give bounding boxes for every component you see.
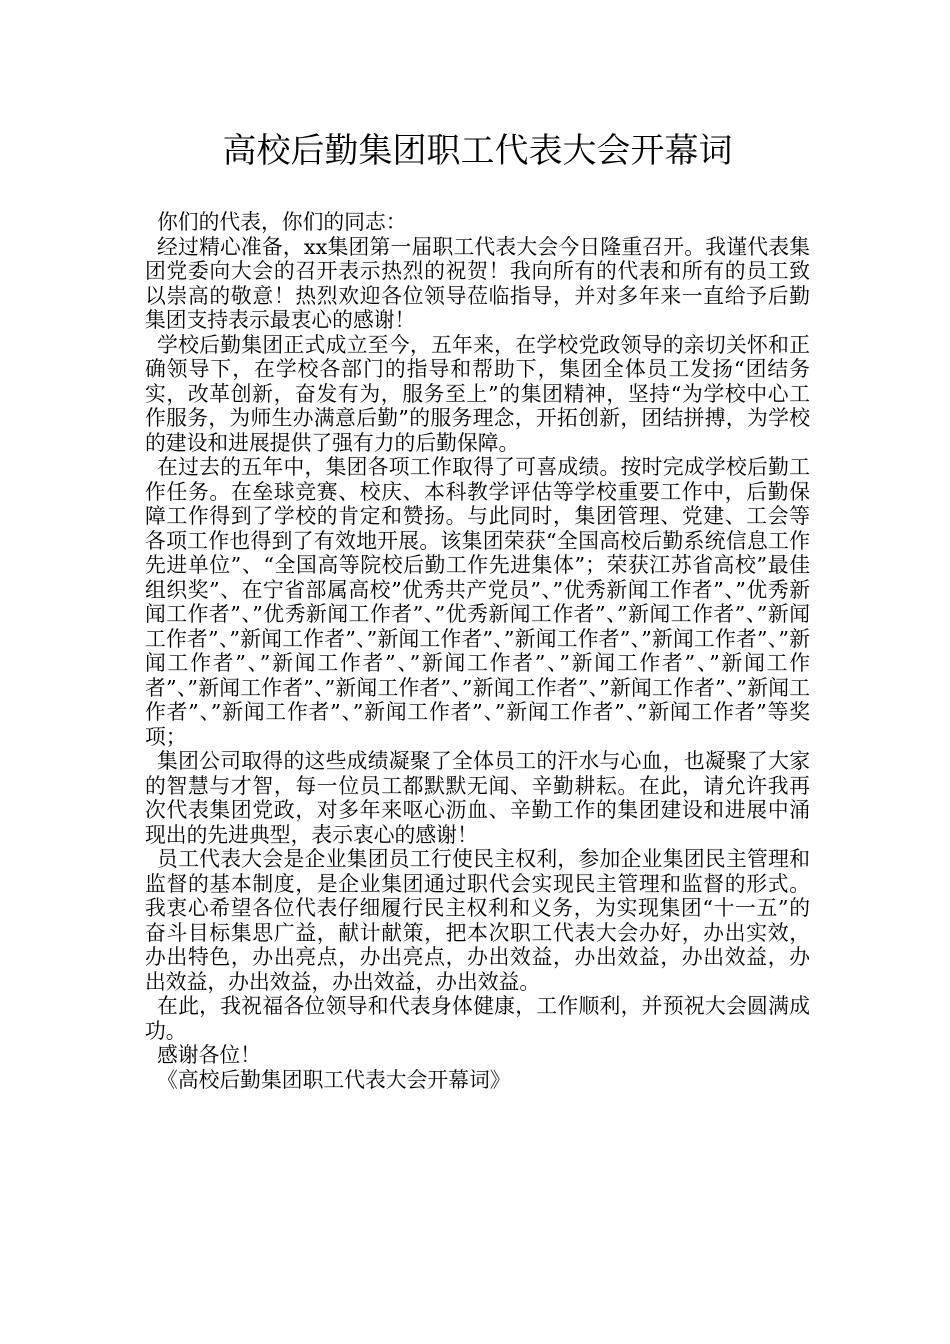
paragraph-closing-thanks: 感谢各位！: [157, 1043, 261, 1067]
document-page: [145, 128, 810, 1092]
paragraph-document-name: 《高校后勤集团职工代表大会开幕词》: [157, 1067, 511, 1092]
paragraph-achievements: 在过去的五年中，集团各项工作取得了可喜成绩。按时完成学校后勤工作任务。在垒球竞赛、校庆、本科教学评估等学校重要工作中，后勤保障工作得到了学校的肯定和赞扬。与此同时，集团管理、党建、工会等各项工作也得到了有效地开展。该集团荣获“全国高校后勤系统信息工作先进单位”、“全国高等院校后勤工作先进集体”；荣获江苏省高校”最佳组织奖”、在宁省部属高校”优秀共产党员”、”优秀新闻工作者”、”优秀新闻工作者”、”优秀新闻工作者”、”优秀新闻工作者”、”新闻工作者”、”新闻工作者”、”新闻工作者”、”新闻工作者”、”新闻工作者”、”新闻工作者”、”新闻工作者”、”新闻工作者”、”新闻工作者”、”新闻工作者”、”新闻工作者”、”新闻工作者”、”新闻工作者”、”新闻工作者”、”新闻工作者”、”新闻工作者”、”新闻工作者”、”新闻工作者”、”新闻工作者”、”新闻工作者”等奖项；: [145, 455, 810, 749]
paragraph-wishes: 在此，我祝福各位领导和代表身体健康，工作顺利，并预祝大会圆满成功。: [145, 994, 810, 1043]
paragraph-thanks-staff: 集团公司取得的这些成绩凝聚了全体员工的汗水与心血，也凝聚了大家的智慧与才智，每一位员工都默默无闻、辛勤耕耘。在此，请允许我再次代表集团党政，对多年来呕心沥血、辛勤工作的集团建设和进展中涌现出的先进典型，表示衷心的感谢！: [145, 749, 810, 847]
paragraph-congress-purpose: 员工代表大会是企业集团员工行使民主权利，参加企业集团民主管理和监督的基本制度，是企业集团通过职代会实现民主管理和监督的形式。我衷心希望各位代表仔细履行民主权利和义务，为实现集团“十一五”的奋斗目标集思广益，献计献策，把本次职工代表大会办好，办出实效，办出特色，办出亮点，办出亮点，办出效益，办出效益，办出效益，办出效益，办出效益，办出效益，办出效益。: [145, 847, 810, 994]
document-title: 高校后勤集团职工代表大会开幕词: [222, 131, 733, 171]
paragraph-greeting: 你们的代表，你们的同志：: [157, 210, 407, 234]
document-body: [145, 210, 810, 1092]
paragraph-opening: 经过精心准备，xx集团第一届职工代表大会今日隆重召开。我谨代表集团党委向大会的召开表示热烈的祝贺！我向所有的代表和所有的员工致以崇高的敬意！热烈欢迎各位领导莅临指导，并对多年来一直给予后勤集团支持表示最衷心的感谢！: [145, 234, 810, 332]
paragraph-history: 学校后勤集团正式成立至今，五年来，在学校党政领导的亲切关怀和正确领导下，在学校各部门的指导和帮助下，集团全体员工发扬“团结务实，改革创新，奋发有为，服务至上”的集团精神，坚持“为学校中心工作服务，为师生办满意后勤”的服务理念，开拓创新，团结拼搏，为学校的建设和进展提供了强有力的后勤保障。: [145, 332, 810, 455]
